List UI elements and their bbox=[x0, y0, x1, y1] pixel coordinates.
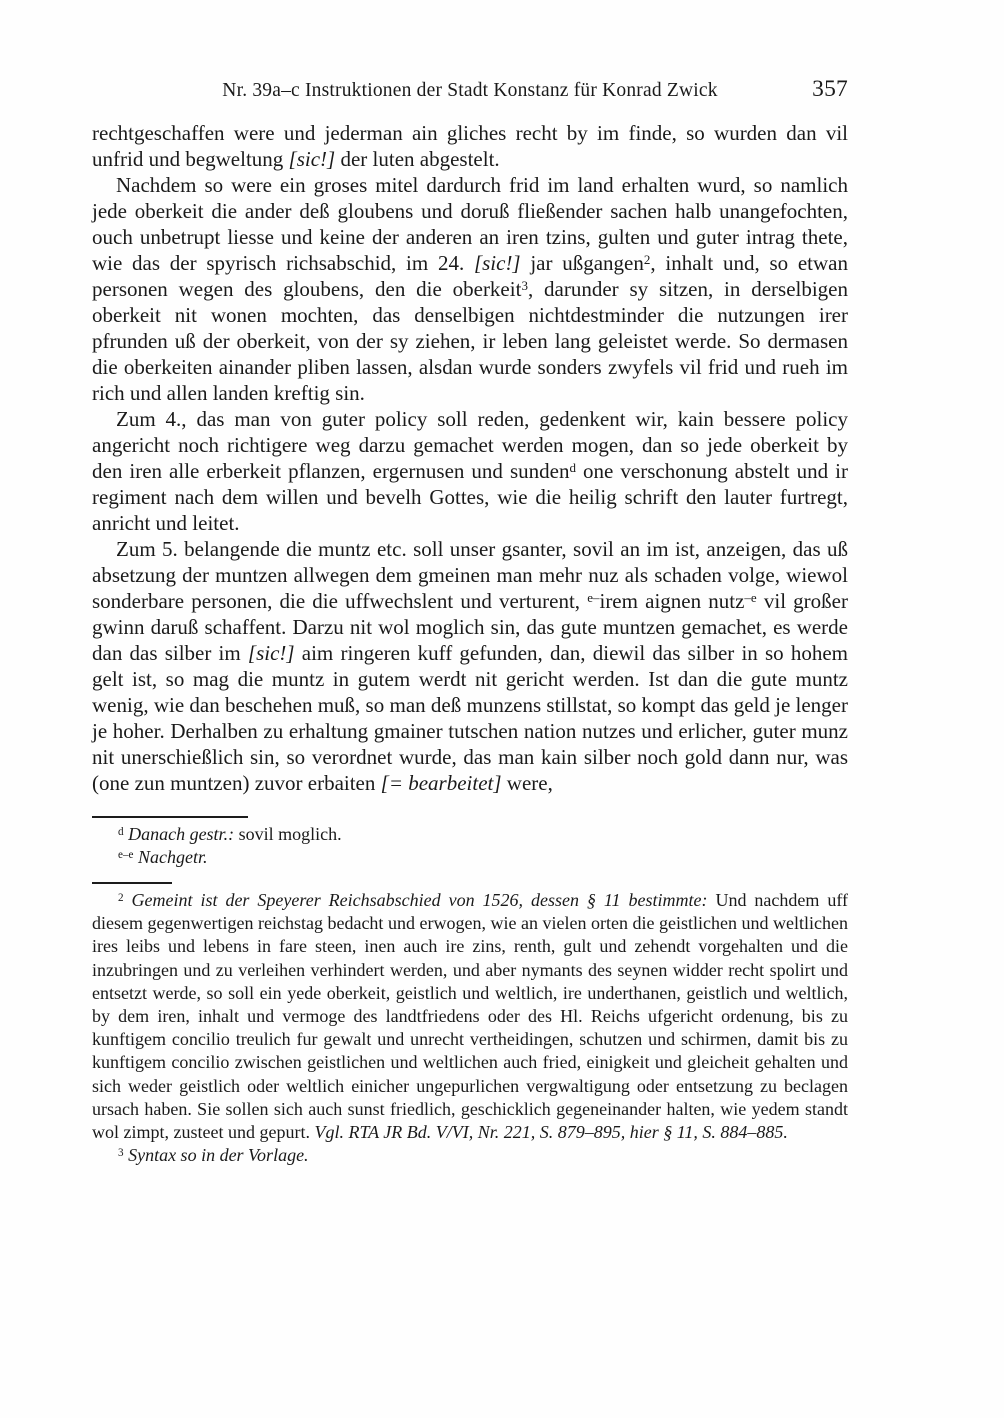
apparatus-note: $^d$ Danach gestr.: sovil moglich. bbox=[118, 824, 342, 844]
body-paragraph: Zum 4., das man von guter policy soll reden, gedenkent wir, kain bessere policy angericht noch richtigere weg darzu gemachet werden mogen, dan so jede oberkeit by den iren alle erberkeit pflanzen, ergernusen und sunden$^d$ one verschonung abstelt und ir regiment nach dem willen und bevelh Gottes, wie die heilig schrift den lauter furtregt, anricht und leitet. bbox=[92, 407, 848, 535]
text-column bbox=[92, 0, 848, 1167]
footnotes bbox=[92, 889, 848, 1167]
footnote: $^3$ Syntax so in der Vorlage. bbox=[118, 1145, 309, 1166]
running-header bbox=[92, 76, 848, 106]
page-number: 357 bbox=[812, 76, 848, 102]
body-text bbox=[92, 120, 848, 796]
body-paragraph: rechtgeschaffen were und jederman ain gliches recht by im finde, so wurden dan vil unfrid und begweltung [sic!] der luten abgestelt. bbox=[92, 121, 848, 171]
body-paragraph: Zum 5. belangende die muntz etc. soll unser gsanter, sovil an im ist, anzeigen, das uß absetzung der muntzen allwegen dem gmeinen man mehr nuz als schaden volge, wiewol sonderbare personen, die die uffwechslent und verturent, $^{e-}$irem aignen nutz$^{-e}$ vil großer gwinn daruß schaffent. Darzu nit wol moglich sin, das gute muntzen gemachet, es werde dan das silber im [sic!] aim ringeren kuff gefunden, dan, diewil das silber in so hohem gelt ist, so mag die muntz in gutem werdt nit gericht werden. Ist dan die gute muntz wenig, wie dan beschehen muß, so man deß munzens stillstat, so kompt das geld je lenger je hoher. Derhalben zu erhaltung gmainer tutschen nation nutzes und erlicher, guter munz nit unerschießlich sin, so verordnet wurde, das man kain silber noch gold dann nur, was (one zun muntzen) zuvor erbaiten [= bearbeitet] were, bbox=[92, 537, 848, 795]
footnote: $^2$ Gemeint ist der Speyerer Reichsabschied von 1526, dessen § 11 bestimmte: Und nachdem uff diesem gegenwertigen reichstag bedacht und erwogen, wie an vielen orten die geistlichen und weltlichen ires leibs und lebens in fare steen, inen auch ire zins, renth, gult und zehendt vorgehalten und die inzubringen und zu verleihen verhindert werden, und aber nymants des seynen widder recht spolirt und entsetzt werde, so soll ein yede oberkeit, geistlich und weltlich, ire underthanen, geistlich und weltlich, by dem iren, inhalt und vermoge des landtfriedens oder des Hl. Reichs ufgericht ordenung, bis zu kunftigem concilio treulich fur gewalt und unrecht vertheidingen, schutzen und schirmen, damit bis zu kunftigem concilio zwischen geistlichen und weltlichen auch fried, einigkeit und gleicheit gehalten und sich weder geistlich oder weltlich einicher ungepurlichen vergwaltigung oder entsetzung zu beclagen ursach haben. Sie sollen sich auch sunst friedlich, geschicklich gegeneinander halten, wie yedem standt wol zimpt, zusteet und gepurt. Vgl. RTA JR Bd. V/VI, Nr. 221, S. 879–895, hier § 11, S. 884–885. bbox=[92, 890, 849, 1143]
apparatus-separator-rule bbox=[92, 816, 248, 818]
critical-apparatus bbox=[92, 823, 848, 869]
running-header-title: Nr. 39a–c Instruktionen der Stadt Konstanz für Konrad Zwick bbox=[222, 80, 718, 101]
footnote-separator-rule bbox=[92, 882, 172, 884]
body-paragraph: Nachdem so were ein groses mitel dardurch frid im land erhalten wurd, so namlich jede oberkeit die ander deß gloubens und doruß fließender sachen halb unangefochten, ouch unbetrupt liesse und keine der anderen an iren tzins, gulten und guter intrag thete, wie das der spyrisch richsabschid, im 24. [sic!] jar ußgangen$^2$, inhalt und, so etwan personen wegen des gloubens, den die oberkeit$^3$, darunder sy sitzen, in derselbigen oberkeit nit wonen mochten, das denselbigen nichtdestminder die nutzungen irer pfrunden uß der oberkeit, von der sy ziehen, ir leben lang geleistet werde. So dermasen die oberkeiten ainander pliben lassen, alsdan wurde sonders zwyfels vil frid und rueh im rich und allen landen kreftig sin. bbox=[92, 173, 849, 405]
apparatus-note: $^{e-e}$ Nachgetr. bbox=[118, 847, 208, 867]
